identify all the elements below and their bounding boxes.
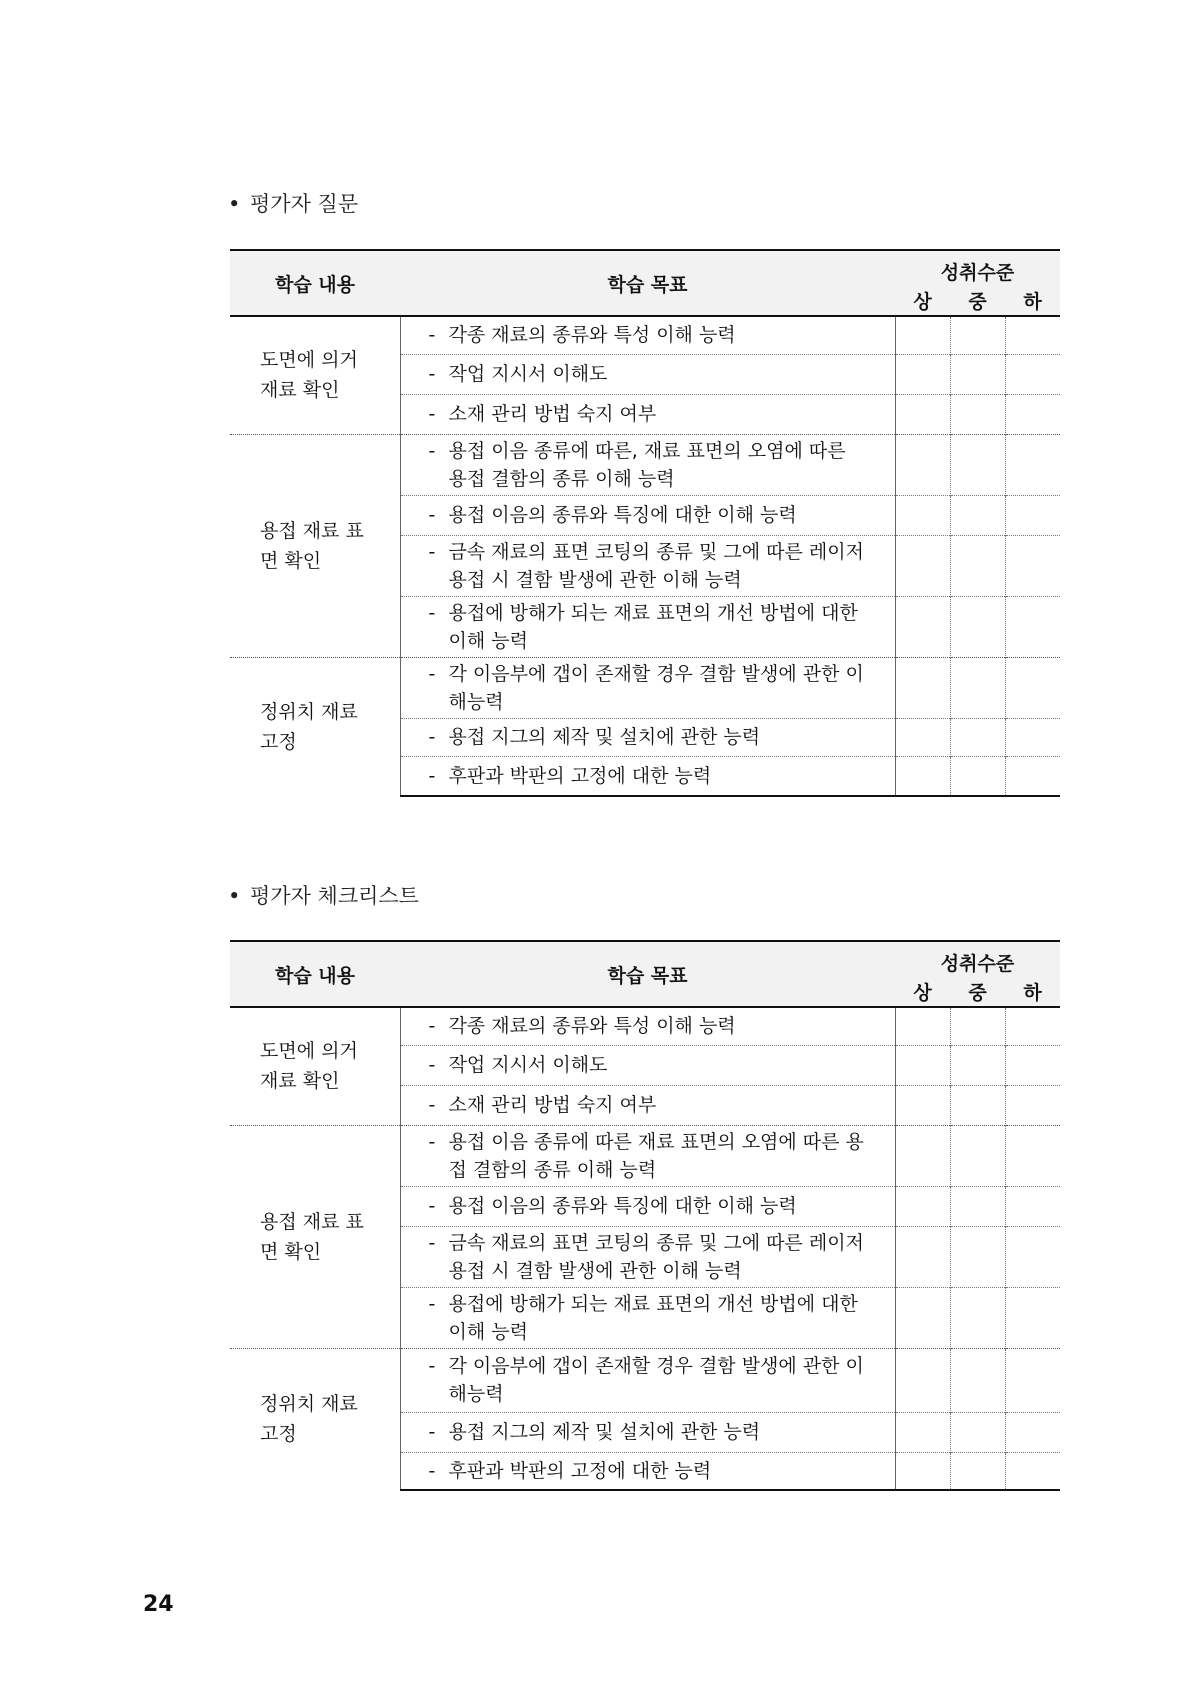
check-cell-high[interactable] <box>895 1125 950 1186</box>
check-cell-mid[interactable] <box>950 1452 1005 1490</box>
check-cell-low[interactable] <box>1005 1452 1060 1490</box>
check-cell-high[interactable] <box>895 1226 950 1287</box>
goal-text: 용접 이음 종류에 따른 재료 표면의 오염에 따른 용접 결함의 종류 이해 능력 <box>448 1130 864 1181</box>
check-cell-high[interactable] <box>895 535 950 596</box>
learning-goal: - 용접 지그의 제작 및 설치에 관한 능력 <box>400 1412 895 1452</box>
check-cell-mid[interactable] <box>950 535 1005 596</box>
check-cell-mid[interactable] <box>950 1186 1005 1226</box>
learning-goal: - 소재 관리 방법 숙지 여부 <box>400 1085 895 1125</box>
goal-text: 각 이음부에 갭이 존재할 경우 결함 발생에 관한 이해능력 <box>448 1355 864 1405</box>
section-title-evaluator-questions <box>228 188 358 218</box>
learning-goal: - 작업 지시서 이해도 <box>400 1045 895 1085</box>
check-cell-high[interactable] <box>895 354 950 394</box>
check-cell-mid[interactable] <box>950 596 1005 657</box>
check-cell-low[interactable] <box>1005 1186 1060 1226</box>
check-cell-low[interactable] <box>1005 1348 1060 1412</box>
check-cell-high[interactable] <box>895 1085 950 1125</box>
learning-goal: - 후판과 박판의 고정에 대한 능력 <box>400 756 895 796</box>
table-row <box>230 657 1060 718</box>
check-cell-low[interactable] <box>1005 756 1060 796</box>
goal-text: 용접에 방해가 되는 재료 표면의 개선 방법에 대한 이해 능력 <box>448 601 858 652</box>
check-cell-low[interactable] <box>1005 657 1060 718</box>
check-cell-high[interactable] <box>895 1045 950 1085</box>
goal-text: 소재 관리 방법 숙지 여부 <box>448 403 657 425</box>
goal-text: 작업 지시서 이해도 <box>448 1054 608 1076</box>
header-goal: 학습 목표 <box>400 941 895 1007</box>
learning-content: 정위치 재료 고정 <box>230 1348 400 1490</box>
check-cell-high[interactable] <box>895 394 950 434</box>
learning-goal: - 용접에 방해가 되는 재료 표면의 개선 방법에 대한 이해 능력 <box>400 596 895 657</box>
learning-goal: - 각 이음부에 갭이 존재할 경우 결함 발생에 관한 이해능력 <box>400 657 895 718</box>
goal-text: 후판과 박판의 고정에 대한 능력 <box>448 764 712 787</box>
learning-goal: - 용접 이음의 종류와 특징에 대한 이해 능력 <box>400 495 895 535</box>
learning-goal: - 소재 관리 방법 숙지 여부 <box>400 394 895 434</box>
check-cell-high[interactable] <box>895 1007 950 1045</box>
learning-goal: - 용접 이음의 종류와 특징에 대한 이해 능력 <box>400 1186 895 1226</box>
check-cell-low[interactable] <box>1005 394 1060 434</box>
check-cell-low[interactable] <box>1005 535 1060 596</box>
check-cell-high[interactable] <box>895 1186 950 1226</box>
goal-text: 용접 이음 종류에 따른, 재료 표면의 오염에 따른 용접 결함의 종류 이해 능력 <box>448 439 846 490</box>
check-cell-low[interactable] <box>1005 1045 1060 1085</box>
check-cell-high[interactable] <box>895 1452 950 1490</box>
check-cell-low[interactable] <box>1005 1287 1060 1348</box>
learning-goal: - 금속 재료의 표면 코팅의 종류 및 그에 따른 레이저 용접 시 결함 발생에 관한 이해 능력 <box>400 535 895 596</box>
check-cell-low[interactable] <box>1005 1226 1060 1287</box>
check-cell-low[interactable] <box>1005 1085 1060 1125</box>
check-cell-mid[interactable] <box>950 495 1005 535</box>
check-cell-low[interactable] <box>1005 434 1060 495</box>
table-row <box>230 1125 1060 1186</box>
header-achievement-level: 성취수준 <box>895 941 1060 978</box>
check-cell-low[interactable] <box>1005 596 1060 657</box>
check-cell-mid[interactable] <box>950 1226 1005 1287</box>
table-row <box>230 1007 1060 1045</box>
header-level-high: 상 <box>895 287 950 316</box>
learning-goal: - 후판과 박판의 고정에 대한 능력 <box>400 1452 895 1490</box>
goal-text: 용접 지그의 제작 및 설치에 관한 능력 <box>448 726 761 748</box>
header-level-mid: 중 <box>950 287 1005 316</box>
header-level-mid: 중 <box>950 978 1005 1007</box>
check-cell-mid[interactable] <box>950 316 1005 354</box>
learning-content: 용접 재료 표면 확인 <box>230 434 400 657</box>
header-level-low: 하 <box>1005 978 1060 1007</box>
check-cell-mid[interactable] <box>950 1045 1005 1085</box>
table-row <box>230 434 1060 495</box>
learning-goal: - 각종 재료의 종류와 특성 이해 능력 <box>400 1007 895 1045</box>
learning-content: 도면에 의거 재료 확인 <box>230 316 400 434</box>
table-row <box>230 316 1060 354</box>
section-title-evaluator-checklist <box>228 880 419 910</box>
check-cell-mid[interactable] <box>950 394 1005 434</box>
goal-text: 용접 이음의 종류와 특징에 대한 이해 능력 <box>448 504 797 526</box>
goal-text: 용접에 방해가 되는 재료 표면의 개선 방법에 대한 이해 능력 <box>448 1292 858 1343</box>
goal-text: 각종 재료의 종류와 특성 이해 능력 <box>448 324 736 347</box>
goal-text: 금속 재료의 표면 코팅의 종류 및 그에 따른 레이저 용접 시 결함 발생에 관한 이해 능력 <box>448 1231 864 1282</box>
check-cell-high[interactable] <box>895 434 950 495</box>
learning-goal: - 각 이음부에 갭이 존재할 경우 결함 발생에 관한 이해능력 <box>400 1348 895 1412</box>
check-cell-high[interactable] <box>895 1412 950 1452</box>
evaluation-table-checklist <box>230 940 1060 1491</box>
page-number: 24 <box>143 1592 174 1617</box>
header-level-high: 상 <box>895 978 950 1007</box>
header-content: 학습 내용 <box>230 941 400 1007</box>
goal-text: 후판과 박판의 고정에 대한 능력 <box>448 1459 712 1482</box>
check-cell-high[interactable] <box>895 596 950 657</box>
check-cell-mid[interactable] <box>950 718 1005 756</box>
learning-goal: - 용접 지그의 제작 및 설치에 관한 능력 <box>400 718 895 756</box>
check-cell-high[interactable] <box>895 495 950 535</box>
header-level-low: 하 <box>1005 287 1060 316</box>
section-title-text: 평가자 질문 <box>250 192 359 216</box>
check-cell-low[interactable] <box>1005 1412 1060 1452</box>
check-cell-low[interactable] <box>1005 354 1060 394</box>
check-cell-mid[interactable] <box>950 354 1005 394</box>
header-content: 학습 내용 <box>230 250 400 316</box>
header-goal: 학습 목표 <box>400 250 895 316</box>
goal-text: 작업 지시서 이해도 <box>448 363 608 385</box>
check-cell-mid[interactable] <box>950 1125 1005 1186</box>
check-cell-low[interactable] <box>1005 316 1060 354</box>
check-cell-low[interactable] <box>1005 1125 1060 1186</box>
evaluation-table-questions <box>230 249 1060 797</box>
learning-goal: - 작업 지시서 이해도 <box>400 354 895 394</box>
goal-text: 용접 이음의 종류와 특징에 대한 이해 능력 <box>448 1195 797 1217</box>
goal-text: 금속 재료의 표면 코팅의 종류 및 그에 따른 레이저 용접 시 결함 발생에 관한 이해 능력 <box>448 540 864 591</box>
check-cell-mid[interactable] <box>950 1085 1005 1125</box>
goal-text: 용접 지그의 제작 및 설치에 관한 능력 <box>448 1421 761 1443</box>
bullet-icon: • <box>228 192 241 216</box>
learning-goal: - 금속 재료의 표면 코팅의 종류 및 그에 따른 레이저 용접 시 결함 발생에 관한 이해 능력 <box>400 1226 895 1287</box>
goal-text: 각종 재료의 종류와 특성 이해 능력 <box>448 1015 736 1038</box>
check-cell-high[interactable] <box>895 756 950 796</box>
learning-goal: - 용접 이음 종류에 따른, 재료 표면의 오염에 따른 용접 결함의 종류 이해 능력 <box>400 434 895 495</box>
section-title-text: 평가자 체크리스트 <box>250 884 419 908</box>
check-cell-high[interactable] <box>895 657 950 718</box>
learning-goal: - 용접 이음 종류에 따른 재료 표면의 오염에 따른 용접 결함의 종류 이해 능력 <box>400 1125 895 1186</box>
check-cell-mid[interactable] <box>950 1412 1005 1452</box>
check-cell-low[interactable] <box>1005 495 1060 535</box>
check-cell-mid[interactable] <box>950 1287 1005 1348</box>
bullet-icon: • <box>228 884 241 908</box>
table-row <box>230 1348 1060 1412</box>
learning-goal: - 각종 재료의 종류와 특성 이해 능력 <box>400 316 895 354</box>
check-cell-mid[interactable] <box>950 756 1005 796</box>
check-cell-high[interactable] <box>895 1348 950 1412</box>
check-cell-high[interactable] <box>895 718 950 756</box>
header-achievement-level: 성취수준 <box>895 250 1060 287</box>
check-cell-mid[interactable] <box>950 434 1005 495</box>
learning-content: 용접 재료 표면 확인 <box>230 1125 400 1348</box>
learning-content: 정위치 재료 고정 <box>230 657 400 796</box>
learning-goal: - 용접에 방해가 되는 재료 표면의 개선 방법에 대한 이해 능력 <box>400 1287 895 1348</box>
goal-text: 각 이음부에 갭이 존재할 경우 결함 발생에 관한 이해능력 <box>448 662 864 713</box>
check-cell-low[interactable] <box>1005 1007 1060 1045</box>
goal-text: 소재 관리 방법 숙지 여부 <box>448 1094 657 1116</box>
check-cell-mid[interactable] <box>950 1348 1005 1412</box>
check-cell-low[interactable] <box>1005 718 1060 756</box>
check-cell-high[interactable] <box>895 1287 950 1348</box>
learning-content: 도면에 의거 재료 확인 <box>230 1007 400 1125</box>
check-cell-mid[interactable] <box>950 657 1005 718</box>
check-cell-high[interactable] <box>895 316 950 354</box>
check-cell-mid[interactable] <box>950 1007 1005 1045</box>
